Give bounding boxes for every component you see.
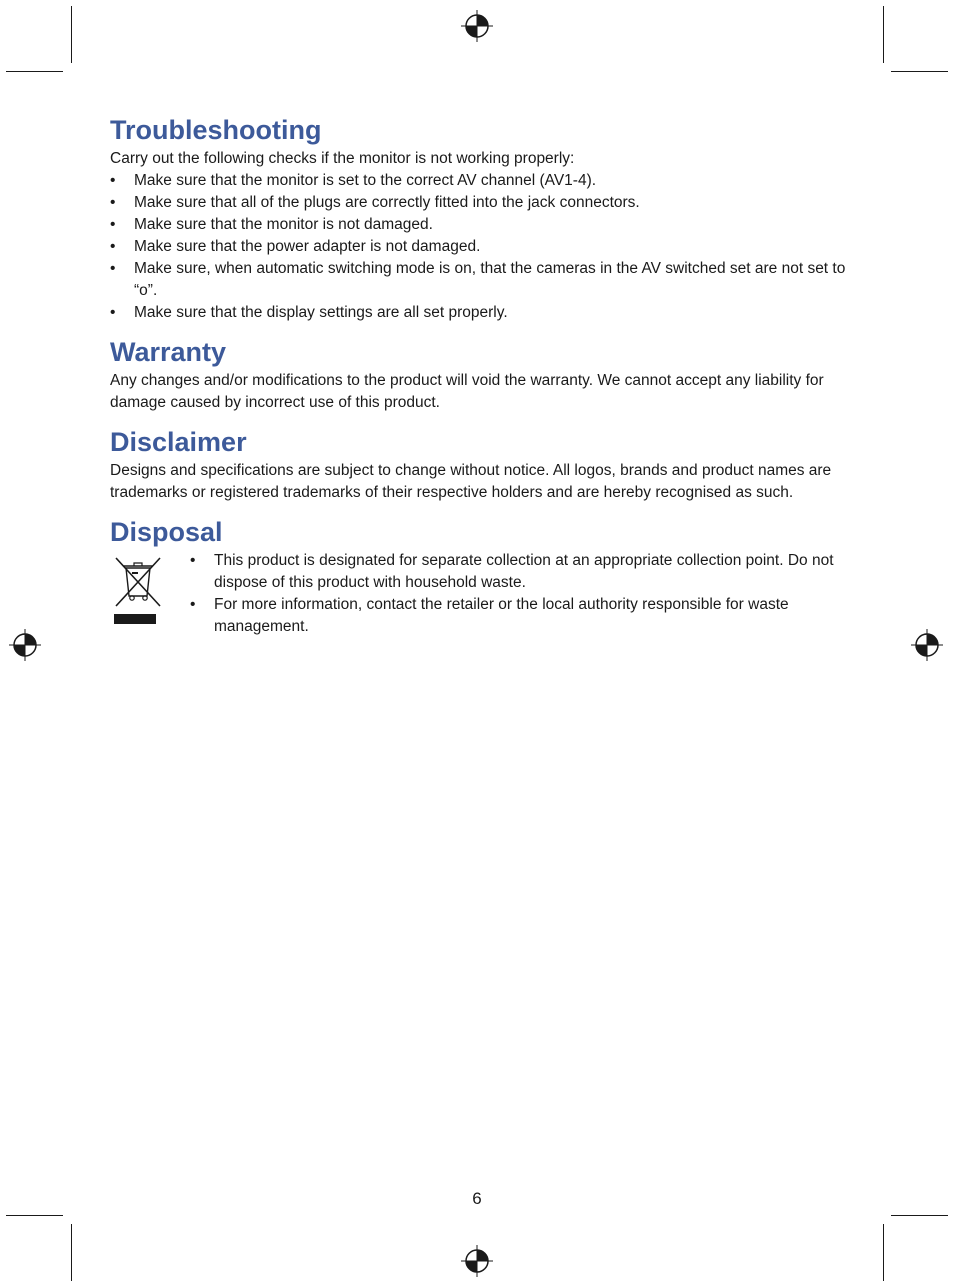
crop-mark xyxy=(6,1215,63,1216)
registration-mark-icon xyxy=(9,629,41,661)
disposal-section xyxy=(110,514,850,638)
troubleshooting-intro: Carry out the following checks if the monitor is not working properly: xyxy=(110,150,575,167)
warranty-heading: Warranty xyxy=(110,337,227,367)
crop-mark xyxy=(6,71,63,72)
list-item: • Make sure, when automatic switching mode is on, that the cameras in the AV switched set are not set to “o”. xyxy=(110,258,850,302)
list-item: • Make sure that the monitor is set to the correct AV channel (AV1-4). xyxy=(110,170,850,192)
disclaimer-heading: Disclaimer xyxy=(110,427,247,457)
crop-mark xyxy=(71,1224,72,1281)
troubleshooting-section xyxy=(110,112,850,324)
weee-crossed-bin-icon xyxy=(110,552,166,624)
list-item: • Make sure that all of the plugs are correctly fitted into the jack connectors. xyxy=(110,192,850,214)
registration-mark-icon xyxy=(461,10,493,42)
list-item: • Make sure that the monitor is not damaged. xyxy=(110,214,850,236)
disclaimer-section xyxy=(110,424,850,504)
warranty-text: Any changes and/or modifications to the product will void the warranty. We cannot accept any liability for damage caused by incorrect use of this product. xyxy=(110,372,824,411)
crop-mark xyxy=(883,1224,884,1281)
crop-mark xyxy=(883,6,884,63)
warranty-section xyxy=(110,334,850,414)
disposal-heading: Disposal xyxy=(110,517,223,547)
disposal-row xyxy=(110,550,850,638)
list-item: • This product is designated for separate collection at an appropriate collection point. Do not dispose of this product with household waste. xyxy=(190,550,850,594)
list-item: • For more information, contact the retailer or the local authority responsible for waste management. xyxy=(190,594,850,638)
list-item: • Make sure that the power adapter is not damaged. xyxy=(110,236,850,258)
disposal-list xyxy=(190,550,850,638)
troubleshooting-heading: Troubleshooting xyxy=(110,115,322,145)
crop-mark xyxy=(891,1215,948,1216)
crop-mark xyxy=(891,71,948,72)
registration-mark-icon xyxy=(911,629,943,661)
page-number: 6 xyxy=(472,1189,482,1208)
page-content xyxy=(110,112,850,648)
list-item: • Make sure that the display settings are all set properly. xyxy=(110,302,850,324)
crop-mark xyxy=(71,6,72,63)
disclaimer-text: Designs and specifications are subject to change without notice. All logos, brands and product names are trademarks or registered trademarks of their respective holders and are hereby recognised as such. xyxy=(110,462,832,501)
troubleshooting-list xyxy=(110,170,850,324)
registration-mark-icon xyxy=(461,1245,493,1277)
